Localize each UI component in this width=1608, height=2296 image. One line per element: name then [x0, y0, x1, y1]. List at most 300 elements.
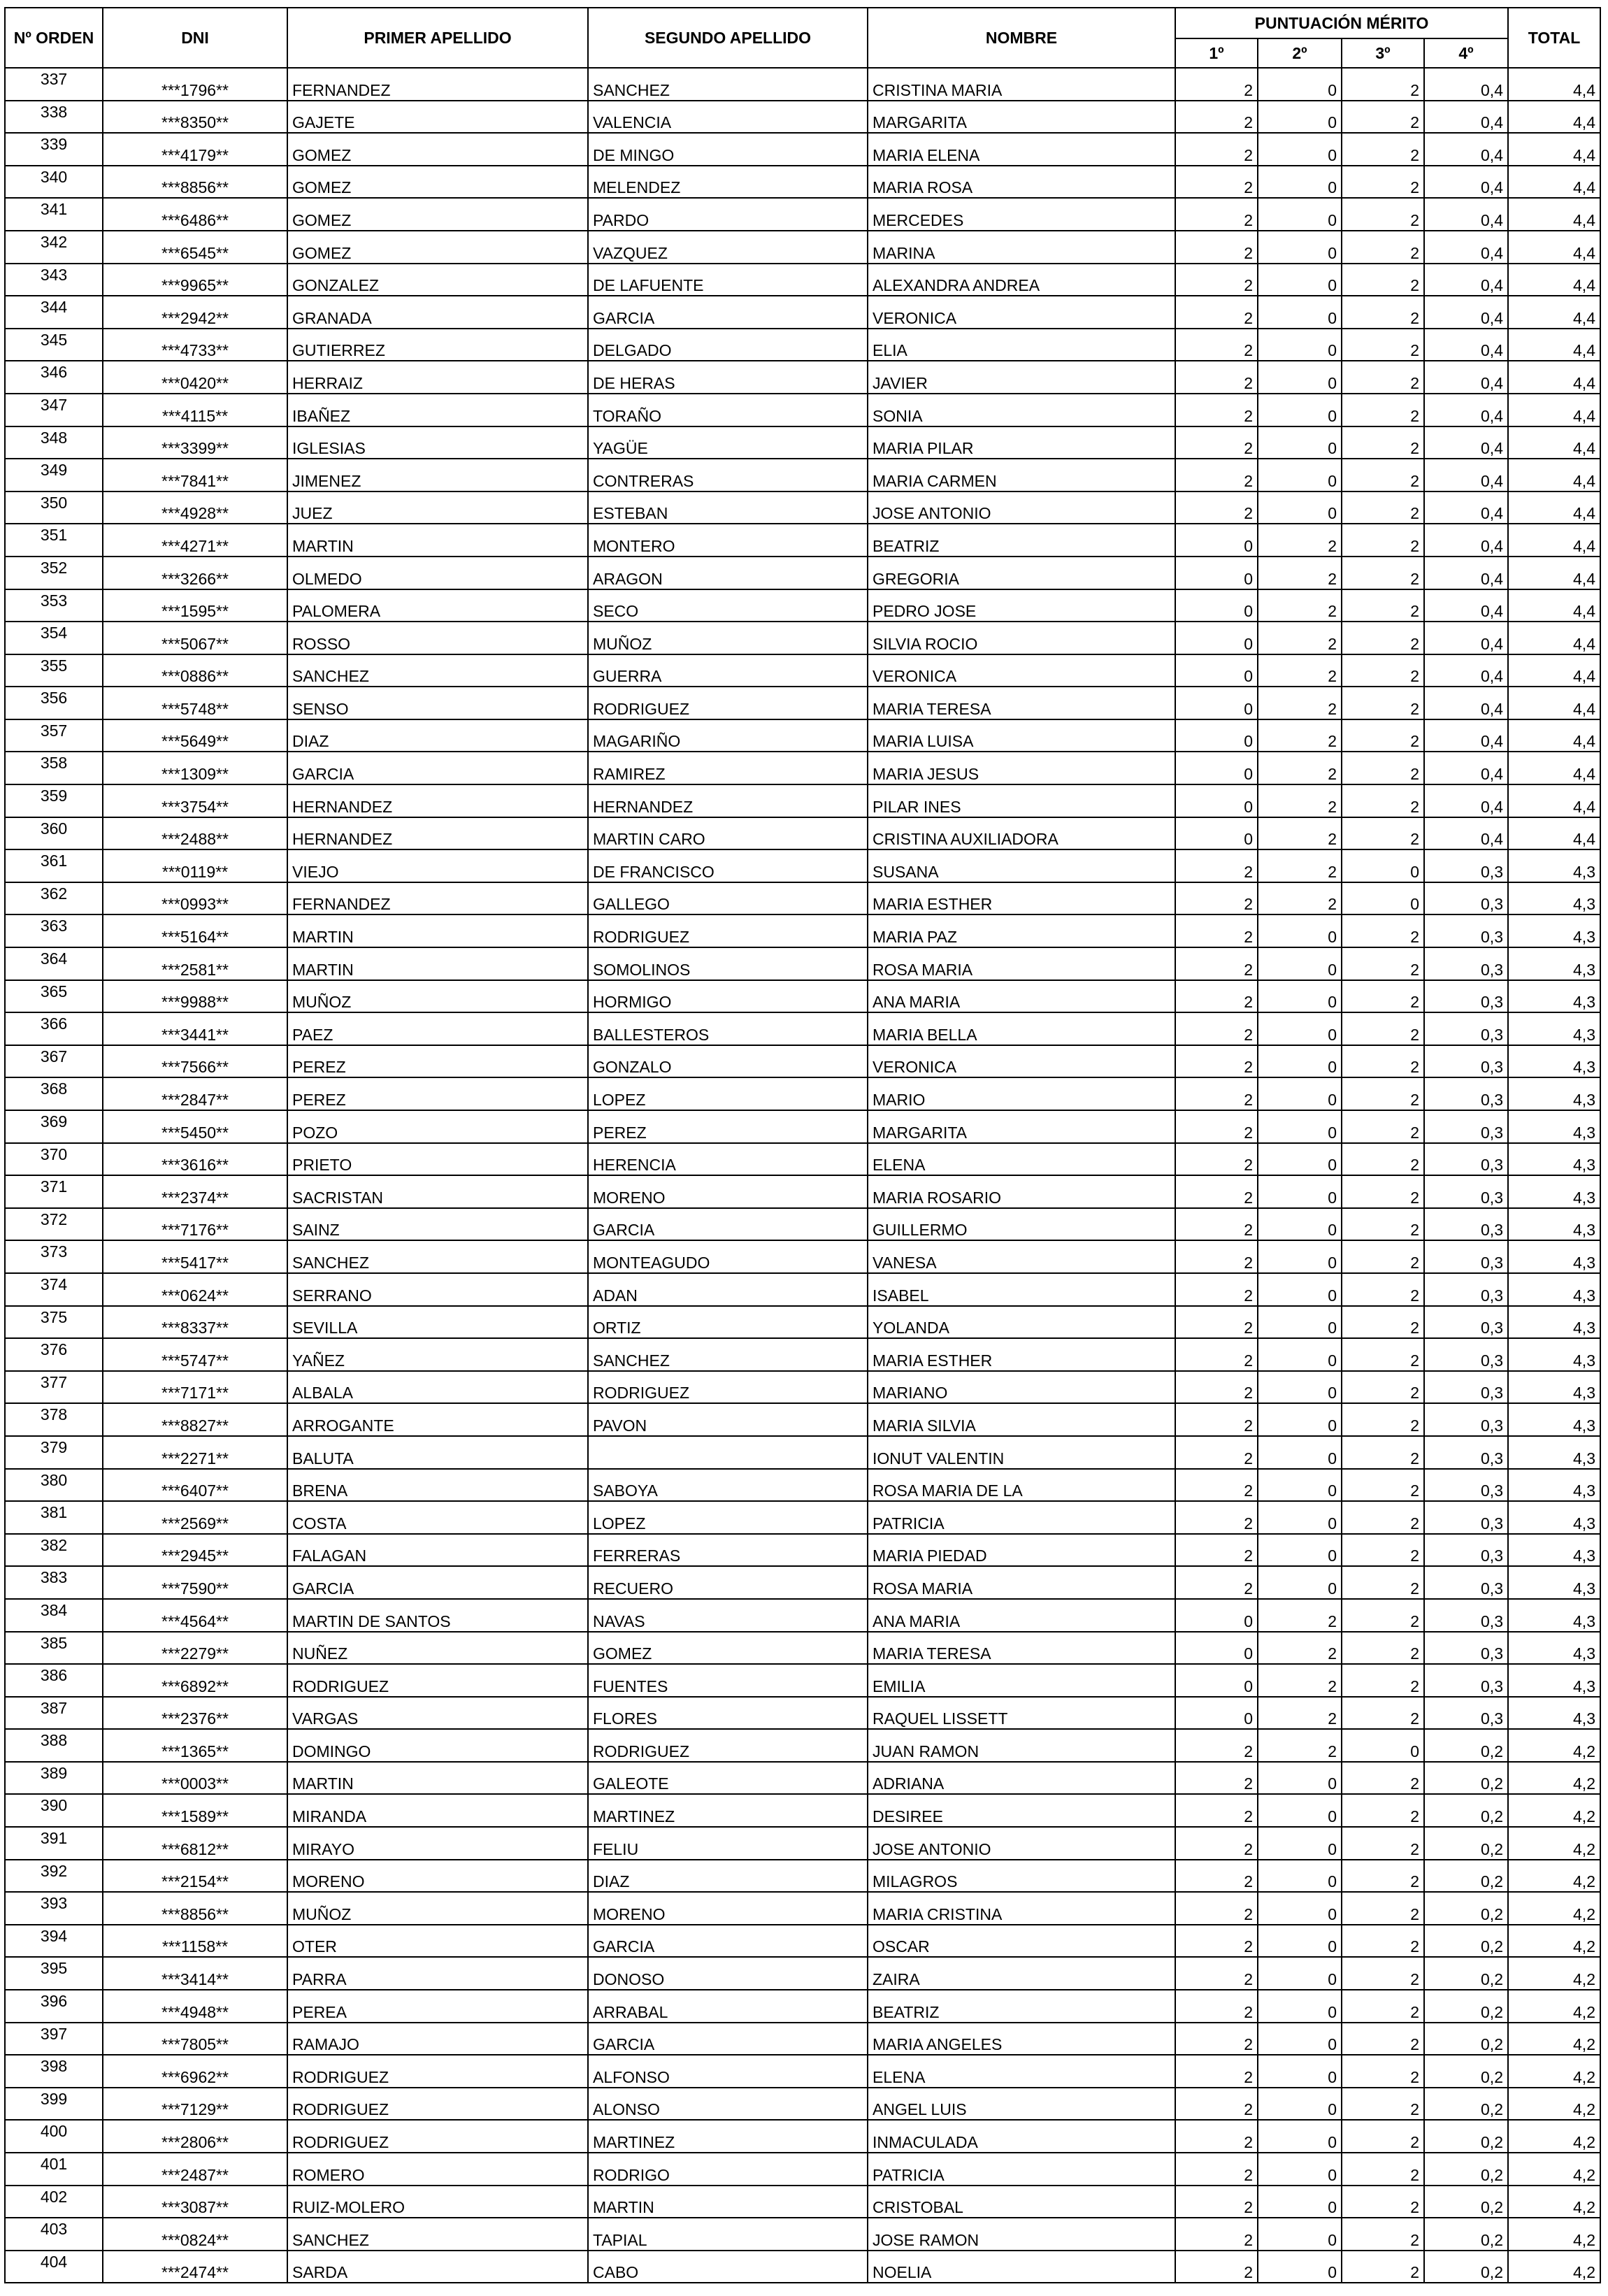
cell-segundo-apellido: GARCIA: [588, 2023, 868, 2055]
cell-merito-3: 2: [1342, 1045, 1424, 1078]
cell-total: 4,4: [1508, 231, 1600, 264]
cell-orden: 340: [5, 166, 103, 199]
cell-total: 4,4: [1508, 719, 1600, 752]
cell-merito-1: 0: [1175, 1632, 1258, 1665]
cell-total: 4,3: [1508, 1306, 1600, 1339]
cell-primer-apellido: BRENA: [287, 1469, 588, 1502]
cell-merito-1: 0: [1175, 784, 1258, 817]
cell-orden: 386: [5, 1664, 103, 1697]
cell-total: 4,2: [1508, 2218, 1600, 2251]
cell-orden: 346: [5, 361, 103, 394]
cell-merito-4: 0,4: [1424, 329, 1508, 361]
table-row: [5, 2055, 1600, 2088]
cell-orden: 385: [5, 1632, 103, 1665]
cell-nombre: MARIA PILAR: [868, 426, 1175, 459]
cell-merito-2: 2: [1258, 524, 1342, 557]
cell-merito-3: 2: [1342, 1632, 1424, 1665]
table-row: [5, 1664, 1600, 1697]
cell-segundo-apellido: MONTEAGUDO: [588, 1240, 868, 1273]
cell-merito-3: 2: [1342, 1501, 1424, 1534]
cell-merito-3: 2: [1342, 166, 1424, 199]
header-merito-4: 4º: [1424, 38, 1508, 68]
cell-merito-2: 2: [1258, 882, 1342, 915]
cell-merito-1: 0: [1175, 687, 1258, 719]
cell-nombre: ELENA: [868, 2055, 1175, 2088]
cell-merito-3: 2: [1342, 1697, 1424, 1730]
cell-nombre: EMILIA: [868, 1664, 1175, 1697]
cell-primer-apellido: RUIZ-MOLERO: [287, 2186, 588, 2218]
cell-segundo-apellido: VALENCIA: [588, 101, 868, 134]
cell-merito-1: 0: [1175, 557, 1258, 589]
cell-merito-3: 2: [1342, 2153, 1424, 2186]
cell-orden: 381: [5, 1501, 103, 1534]
cell-merito-1: 2: [1175, 166, 1258, 199]
cell-merito-4: 0,4: [1424, 719, 1508, 752]
cell-dni: ***2374**: [103, 1175, 287, 1208]
cell-nombre: ADRIANA: [868, 1762, 1175, 1795]
cell-primer-apellido: RODRIGUEZ: [287, 2088, 588, 2121]
cell-nombre: SONIA: [868, 394, 1175, 426]
cell-merito-4: 0,4: [1424, 101, 1508, 134]
cell-nombre: MARIA ESTHER: [868, 1338, 1175, 1371]
cell-merito-4: 0,2: [1424, 1762, 1508, 1795]
cell-nombre: VERONICA: [868, 296, 1175, 329]
cell-merito-3: 2: [1342, 1143, 1424, 1176]
cell-merito-3: 2: [1342, 2023, 1424, 2055]
cell-merito-4: 0,3: [1424, 914, 1508, 947]
cell-merito-1: 2: [1175, 1534, 1258, 1567]
cell-total: 4,3: [1508, 1599, 1600, 1632]
cell-primer-apellido: PEREZ: [287, 1045, 588, 1078]
cell-nombre: ROSA MARIA: [868, 1566, 1175, 1599]
table-row: [5, 752, 1600, 784]
cell-dni: ***7171**: [103, 1371, 287, 1404]
cell-nombre: YOLANDA: [868, 1306, 1175, 1339]
cell-primer-apellido: MIRAYO: [287, 1827, 588, 1860]
cell-dni: ***3616**: [103, 1143, 287, 1176]
cell-total: 4,3: [1508, 1240, 1600, 1273]
cell-nombre: ANA MARIA: [868, 1599, 1175, 1632]
cell-nombre: ROSA MARIA: [868, 947, 1175, 980]
cell-nombre: MARIA CRISTINA: [868, 1892, 1175, 1925]
cell-nombre: MARIA ROSA: [868, 166, 1175, 199]
cell-nombre: ROSA MARIA DE LA: [868, 1469, 1175, 1502]
cell-merito-2: 0: [1258, 1273, 1342, 1306]
table-row: [5, 1827, 1600, 1860]
cell-merito-4: 0,3: [1424, 1599, 1508, 1632]
table-row: [5, 1990, 1600, 2023]
cell-segundo-apellido: ARRABAL: [588, 1990, 868, 2023]
cell-orden: 350: [5, 492, 103, 524]
cell-merito-1: 0: [1175, 524, 1258, 557]
cell-primer-apellido: GRANADA: [287, 296, 588, 329]
table-row: [5, 329, 1600, 361]
table-row: [5, 264, 1600, 296]
cell-merito-1: 2: [1175, 492, 1258, 524]
cell-merito-2: 2: [1258, 622, 1342, 654]
cell-primer-apellido: SARDA: [287, 2251, 588, 2283]
cell-merito-3: 2: [1342, 2218, 1424, 2251]
cell-orden: 383: [5, 1566, 103, 1599]
table-row: [5, 1371, 1600, 1404]
cell-merito-3: 2: [1342, 329, 1424, 361]
cell-total: 4,3: [1508, 1403, 1600, 1436]
cell-primer-apellido: PALOMERA: [287, 589, 588, 622]
cell-merito-2: 0: [1258, 1794, 1342, 1827]
cell-dni: ***4179**: [103, 133, 287, 166]
cell-merito-3: 2: [1342, 231, 1424, 264]
cell-primer-apellido: ARROGANTE: [287, 1403, 588, 1436]
cell-nombre: MARIA TERESA: [868, 687, 1175, 719]
cell-total: 4,4: [1508, 589, 1600, 622]
cell-merito-4: 0,3: [1424, 849, 1508, 882]
cell-merito-1: 2: [1175, 882, 1258, 915]
cell-segundo-apellido: SABOYA: [588, 1469, 868, 1502]
table-row: [5, 1469, 1600, 1502]
table-row: [5, 1860, 1600, 1893]
cell-dni: ***3754**: [103, 784, 287, 817]
cell-segundo-apellido: PARDO: [588, 198, 868, 231]
cell-primer-apellido: JIMENEZ: [287, 459, 588, 492]
cell-merito-3: 2: [1342, 2120, 1424, 2153]
cell-orden: 359: [5, 784, 103, 817]
cell-orden: 357: [5, 719, 103, 752]
cell-orden: 364: [5, 947, 103, 980]
cell-nombre: VERONICA: [868, 654, 1175, 687]
cell-total: 4,4: [1508, 361, 1600, 394]
cell-nombre: MARIA CARMEN: [868, 459, 1175, 492]
cell-segundo-apellido: CONTRERAS: [588, 459, 868, 492]
table-row: [5, 394, 1600, 426]
cell-primer-apellido: ALBALA: [287, 1371, 588, 1404]
cell-segundo-apellido: SANCHEZ: [588, 1338, 868, 1371]
cell-dni: ***4928**: [103, 492, 287, 524]
cell-merito-4: 0,4: [1424, 198, 1508, 231]
cell-merito-1: 2: [1175, 1990, 1258, 2023]
cell-nombre: MARIA BELLA: [868, 1012, 1175, 1045]
cell-merito-2: 0: [1258, 1012, 1342, 1045]
table-row: [5, 980, 1600, 1013]
cell-merito-2: 0: [1258, 1925, 1342, 1958]
cell-merito-1: 2: [1175, 1566, 1258, 1599]
cell-primer-apellido: SANCHEZ: [287, 1240, 588, 1273]
cell-merito-2: 0: [1258, 198, 1342, 231]
cell-merito-4: 0,4: [1424, 296, 1508, 329]
cell-merito-1: 2: [1175, 1012, 1258, 1045]
cell-orden: 367: [5, 1045, 103, 1078]
cell-dni: ***1796**: [103, 68, 287, 101]
cell-merito-1: 2: [1175, 2153, 1258, 2186]
cell-merito-1: 2: [1175, 947, 1258, 980]
cell-orden: 390: [5, 1794, 103, 1827]
cell-merito-2: 0: [1258, 947, 1342, 980]
cell-dni: ***8856**: [103, 166, 287, 199]
header-merito-2: 2º: [1258, 38, 1342, 68]
cell-total: 4,2: [1508, 1794, 1600, 1827]
cell-primer-apellido: RAMAJO: [287, 2023, 588, 2055]
cell-merito-2: 2: [1258, 752, 1342, 784]
cell-merito-3: 2: [1342, 1534, 1424, 1567]
cell-segundo-apellido: PAVON: [588, 1403, 868, 1436]
cell-merito-4: 0,4: [1424, 133, 1508, 166]
cell-segundo-apellido: MAGARIÑO: [588, 719, 868, 752]
cell-merito-1: 2: [1175, 1403, 1258, 1436]
cell-merito-2: 2: [1258, 557, 1342, 589]
cell-segundo-apellido: DE LAFUENTE: [588, 264, 868, 296]
cell-merito-1: 2: [1175, 394, 1258, 426]
cell-dni: ***2847**: [103, 1077, 287, 1110]
cell-segundo-apellido: MORENO: [588, 1175, 868, 1208]
cell-merito-4: 0,4: [1424, 654, 1508, 687]
cell-primer-apellido: GOMEZ: [287, 231, 588, 264]
cell-dni: ***2474**: [103, 2251, 287, 2283]
cell-merito-2: 0: [1258, 1240, 1342, 1273]
cell-merito-2: 2: [1258, 687, 1342, 719]
cell-merito-2: 0: [1258, 1534, 1342, 1567]
cell-merito-2: 2: [1258, 1697, 1342, 1730]
cell-dni: ***2376**: [103, 1697, 287, 1730]
cell-nombre: BEATRIZ: [868, 524, 1175, 557]
cell-merito-4: 0,2: [1424, 2153, 1508, 2186]
table-row: [5, 1306, 1600, 1339]
cell-merito-4: 0,2: [1424, 1990, 1508, 2023]
cell-dni: ***3414**: [103, 1957, 287, 1990]
cell-segundo-apellido: HERNANDEZ: [588, 784, 868, 817]
cell-nombre: ISABEL: [868, 1273, 1175, 1306]
table-row: [5, 1501, 1600, 1534]
cell-dni: ***8856**: [103, 1892, 287, 1925]
cell-orden: 343: [5, 264, 103, 296]
cell-primer-apellido: HERRAIZ: [287, 361, 588, 394]
cell-orden: 362: [5, 882, 103, 915]
table-row: [5, 1566, 1600, 1599]
cell-segundo-apellido: MELENDEZ: [588, 166, 868, 199]
cell-dni: ***0824**: [103, 2218, 287, 2251]
cell-dni: ***0993**: [103, 882, 287, 915]
cell-merito-3: 2: [1342, 296, 1424, 329]
cell-merito-1: 2: [1175, 2120, 1258, 2153]
table-row: [5, 1175, 1600, 1208]
cell-merito-4: 0,2: [1424, 2251, 1508, 2283]
cell-merito-2: 0: [1258, 1371, 1342, 1404]
cell-segundo-apellido: MARTIN CARO: [588, 817, 868, 850]
cell-merito-1: 2: [1175, 101, 1258, 134]
cell-total: 4,4: [1508, 687, 1600, 719]
cell-merito-2: 0: [1258, 68, 1342, 101]
cell-merito-1: 2: [1175, 1306, 1258, 1339]
cell-merito-2: 0: [1258, 2023, 1342, 2055]
cell-primer-apellido: DOMINGO: [287, 1729, 588, 1762]
cell-total: 4,4: [1508, 394, 1600, 426]
cell-primer-apellido: MIRANDA: [287, 1794, 588, 1827]
table-row: [5, 719, 1600, 752]
cell-segundo-apellido: ARAGON: [588, 557, 868, 589]
cell-total: 4,3: [1508, 1338, 1600, 1371]
cell-merito-3: 2: [1342, 1664, 1424, 1697]
cell-total: 4,4: [1508, 198, 1600, 231]
cell-merito-4: 0,4: [1424, 784, 1508, 817]
cell-nombre: PILAR INES: [868, 784, 1175, 817]
cell-merito-4: 0,3: [1424, 1143, 1508, 1176]
cell-primer-apellido: SANCHEZ: [287, 654, 588, 687]
table-row: [5, 849, 1600, 882]
cell-primer-apellido: SAINZ: [287, 1208, 588, 1241]
cell-orden: 395: [5, 1957, 103, 1990]
cell-orden: 372: [5, 1208, 103, 1241]
cell-merito-4: 0,4: [1424, 68, 1508, 101]
cell-orden: 377: [5, 1371, 103, 1404]
cell-segundo-apellido: [588, 1436, 868, 1469]
cell-orden: 399: [5, 2088, 103, 2121]
cell-orden: 348: [5, 426, 103, 459]
cell-merito-4: 0,4: [1424, 426, 1508, 459]
cell-merito-3: 2: [1342, 101, 1424, 134]
cell-merito-2: 0: [1258, 2186, 1342, 2218]
cell-dni: ***9965**: [103, 264, 287, 296]
cell-nombre: MARIA ROSARIO: [868, 1175, 1175, 1208]
table-row: [5, 622, 1600, 654]
cell-segundo-apellido: GARCIA: [588, 1208, 868, 1241]
cell-merito-2: 0: [1258, 101, 1342, 134]
cell-merito-3: 2: [1342, 1762, 1424, 1795]
cell-segundo-apellido: MORENO: [588, 1892, 868, 1925]
cell-merito-1: 2: [1175, 1729, 1258, 1762]
cell-total: 4,2: [1508, 1925, 1600, 1958]
table-row: [5, 2023, 1600, 2055]
table-row: [5, 133, 1600, 166]
cell-dni: ***7129**: [103, 2088, 287, 2121]
cell-orden: 369: [5, 1110, 103, 1143]
cell-merito-4: 0,3: [1424, 1501, 1508, 1534]
cell-merito-2: 0: [1258, 2153, 1342, 2186]
cell-dni: ***3441**: [103, 1012, 287, 1045]
cell-orden: 398: [5, 2055, 103, 2088]
cell-orden: 356: [5, 687, 103, 719]
cell-merito-4: 0,3: [1424, 1045, 1508, 1078]
cell-merito-2: 0: [1258, 1860, 1342, 1893]
cell-total: 4,3: [1508, 1469, 1600, 1502]
cell-dni: ***2154**: [103, 1860, 287, 1893]
cell-orden: 368: [5, 1077, 103, 1110]
cell-merito-1: 2: [1175, 1208, 1258, 1241]
table-row: [5, 784, 1600, 817]
cell-orden: 373: [5, 1240, 103, 1273]
cell-segundo-apellido: GUERRA: [588, 654, 868, 687]
cell-primer-apellido: PEREA: [287, 1990, 588, 2023]
cell-dni: ***3399**: [103, 426, 287, 459]
cell-total: 4,3: [1508, 1077, 1600, 1110]
cell-nombre: JUAN RAMON: [868, 1729, 1175, 1762]
cell-merito-2: 0: [1258, 1403, 1342, 1436]
cell-dni: ***2806**: [103, 2120, 287, 2153]
cell-merito-3: 2: [1342, 1599, 1424, 1632]
cell-merito-1: 2: [1175, 133, 1258, 166]
cell-dni: ***2581**: [103, 947, 287, 980]
cell-merito-1: 2: [1175, 264, 1258, 296]
cell-merito-4: 0,3: [1424, 1403, 1508, 1436]
table-row: [5, 1925, 1600, 1958]
cell-dni: ***1365**: [103, 1729, 287, 1762]
cell-orden: 349: [5, 459, 103, 492]
table-row: [5, 524, 1600, 557]
table-row: [5, 1143, 1600, 1176]
cell-total: 4,2: [1508, 2251, 1600, 2283]
cell-merito-4: 0,2: [1424, 1729, 1508, 1762]
cell-merito-3: 2: [1342, 1077, 1424, 1110]
cell-dni: ***5450**: [103, 1110, 287, 1143]
cell-merito-4: 0,4: [1424, 589, 1508, 622]
cell-segundo-apellido: ALFONSO: [588, 2055, 868, 2088]
cell-merito-1: 0: [1175, 719, 1258, 752]
cell-segundo-apellido: GARCIA: [588, 296, 868, 329]
cell-orden: 397: [5, 2023, 103, 2055]
cell-merito-2: 0: [1258, 361, 1342, 394]
cell-nombre: MARINA: [868, 231, 1175, 264]
cell-merito-3: 2: [1342, 1990, 1424, 2023]
cell-primer-apellido: NUÑEZ: [287, 1632, 588, 1665]
cell-nombre: GUILLERMO: [868, 1208, 1175, 1241]
cell-dni: ***6812**: [103, 1827, 287, 1860]
cell-orden: 363: [5, 914, 103, 947]
table-row: [5, 1436, 1600, 1469]
cell-merito-1: 0: [1175, 654, 1258, 687]
cell-merito-1: 2: [1175, 1338, 1258, 1371]
cell-merito-2: 2: [1258, 1729, 1342, 1762]
cell-primer-apellido: RODRIGUEZ: [287, 2120, 588, 2153]
table-row: [5, 1012, 1600, 1045]
cell-segundo-apellido: ALONSO: [588, 2088, 868, 2121]
cell-dni: ***5164**: [103, 914, 287, 947]
cell-merito-4: 0,3: [1424, 1012, 1508, 1045]
cell-nombre: MARIANO: [868, 1371, 1175, 1404]
cell-orden: 387: [5, 1697, 103, 1730]
cell-dni: ***8350**: [103, 101, 287, 134]
cell-total: 4,3: [1508, 914, 1600, 947]
cell-dni: ***1589**: [103, 1794, 287, 1827]
cell-segundo-apellido: SOMOLINOS: [588, 947, 868, 980]
cell-dni: ***5417**: [103, 1240, 287, 1273]
cell-orden: 376: [5, 1338, 103, 1371]
cell-primer-apellido: VARGAS: [287, 1697, 588, 1730]
cell-primer-apellido: GONZALEZ: [287, 264, 588, 296]
cell-dni: ***5067**: [103, 622, 287, 654]
cell-total: 4,3: [1508, 1664, 1600, 1697]
cell-total: 4,4: [1508, 459, 1600, 492]
cell-merito-2: 2: [1258, 1664, 1342, 1697]
cell-merito-4: 0,3: [1424, 1632, 1508, 1665]
cell-merito-1: 2: [1175, 1501, 1258, 1534]
cell-merito-3: 2: [1342, 1175, 1424, 1208]
cell-merito-2: 0: [1258, 1436, 1342, 1469]
cell-primer-apellido: FALAGAN: [287, 1534, 588, 1567]
cell-total: 4,4: [1508, 752, 1600, 784]
cell-dni: ***6486**: [103, 198, 287, 231]
cell-segundo-apellido: LOPEZ: [588, 1501, 868, 1534]
cell-segundo-apellido: RODRIGUEZ: [588, 1729, 868, 1762]
cell-orden: 360: [5, 817, 103, 850]
cell-orden: 391: [5, 1827, 103, 1860]
cell-nombre: JAVIER: [868, 361, 1175, 394]
cell-merito-1: 2: [1175, 1436, 1258, 1469]
cell-nombre: OSCAR: [868, 1925, 1175, 1958]
cell-primer-apellido: MARTIN: [287, 524, 588, 557]
cell-merito-2: 0: [1258, 1957, 1342, 1990]
cell-dni: ***3266**: [103, 557, 287, 589]
cell-dni: ***4948**: [103, 1990, 287, 2023]
cell-merito-3: 2: [1342, 2251, 1424, 2283]
table-row: [5, 557, 1600, 589]
cell-orden: 352: [5, 557, 103, 589]
